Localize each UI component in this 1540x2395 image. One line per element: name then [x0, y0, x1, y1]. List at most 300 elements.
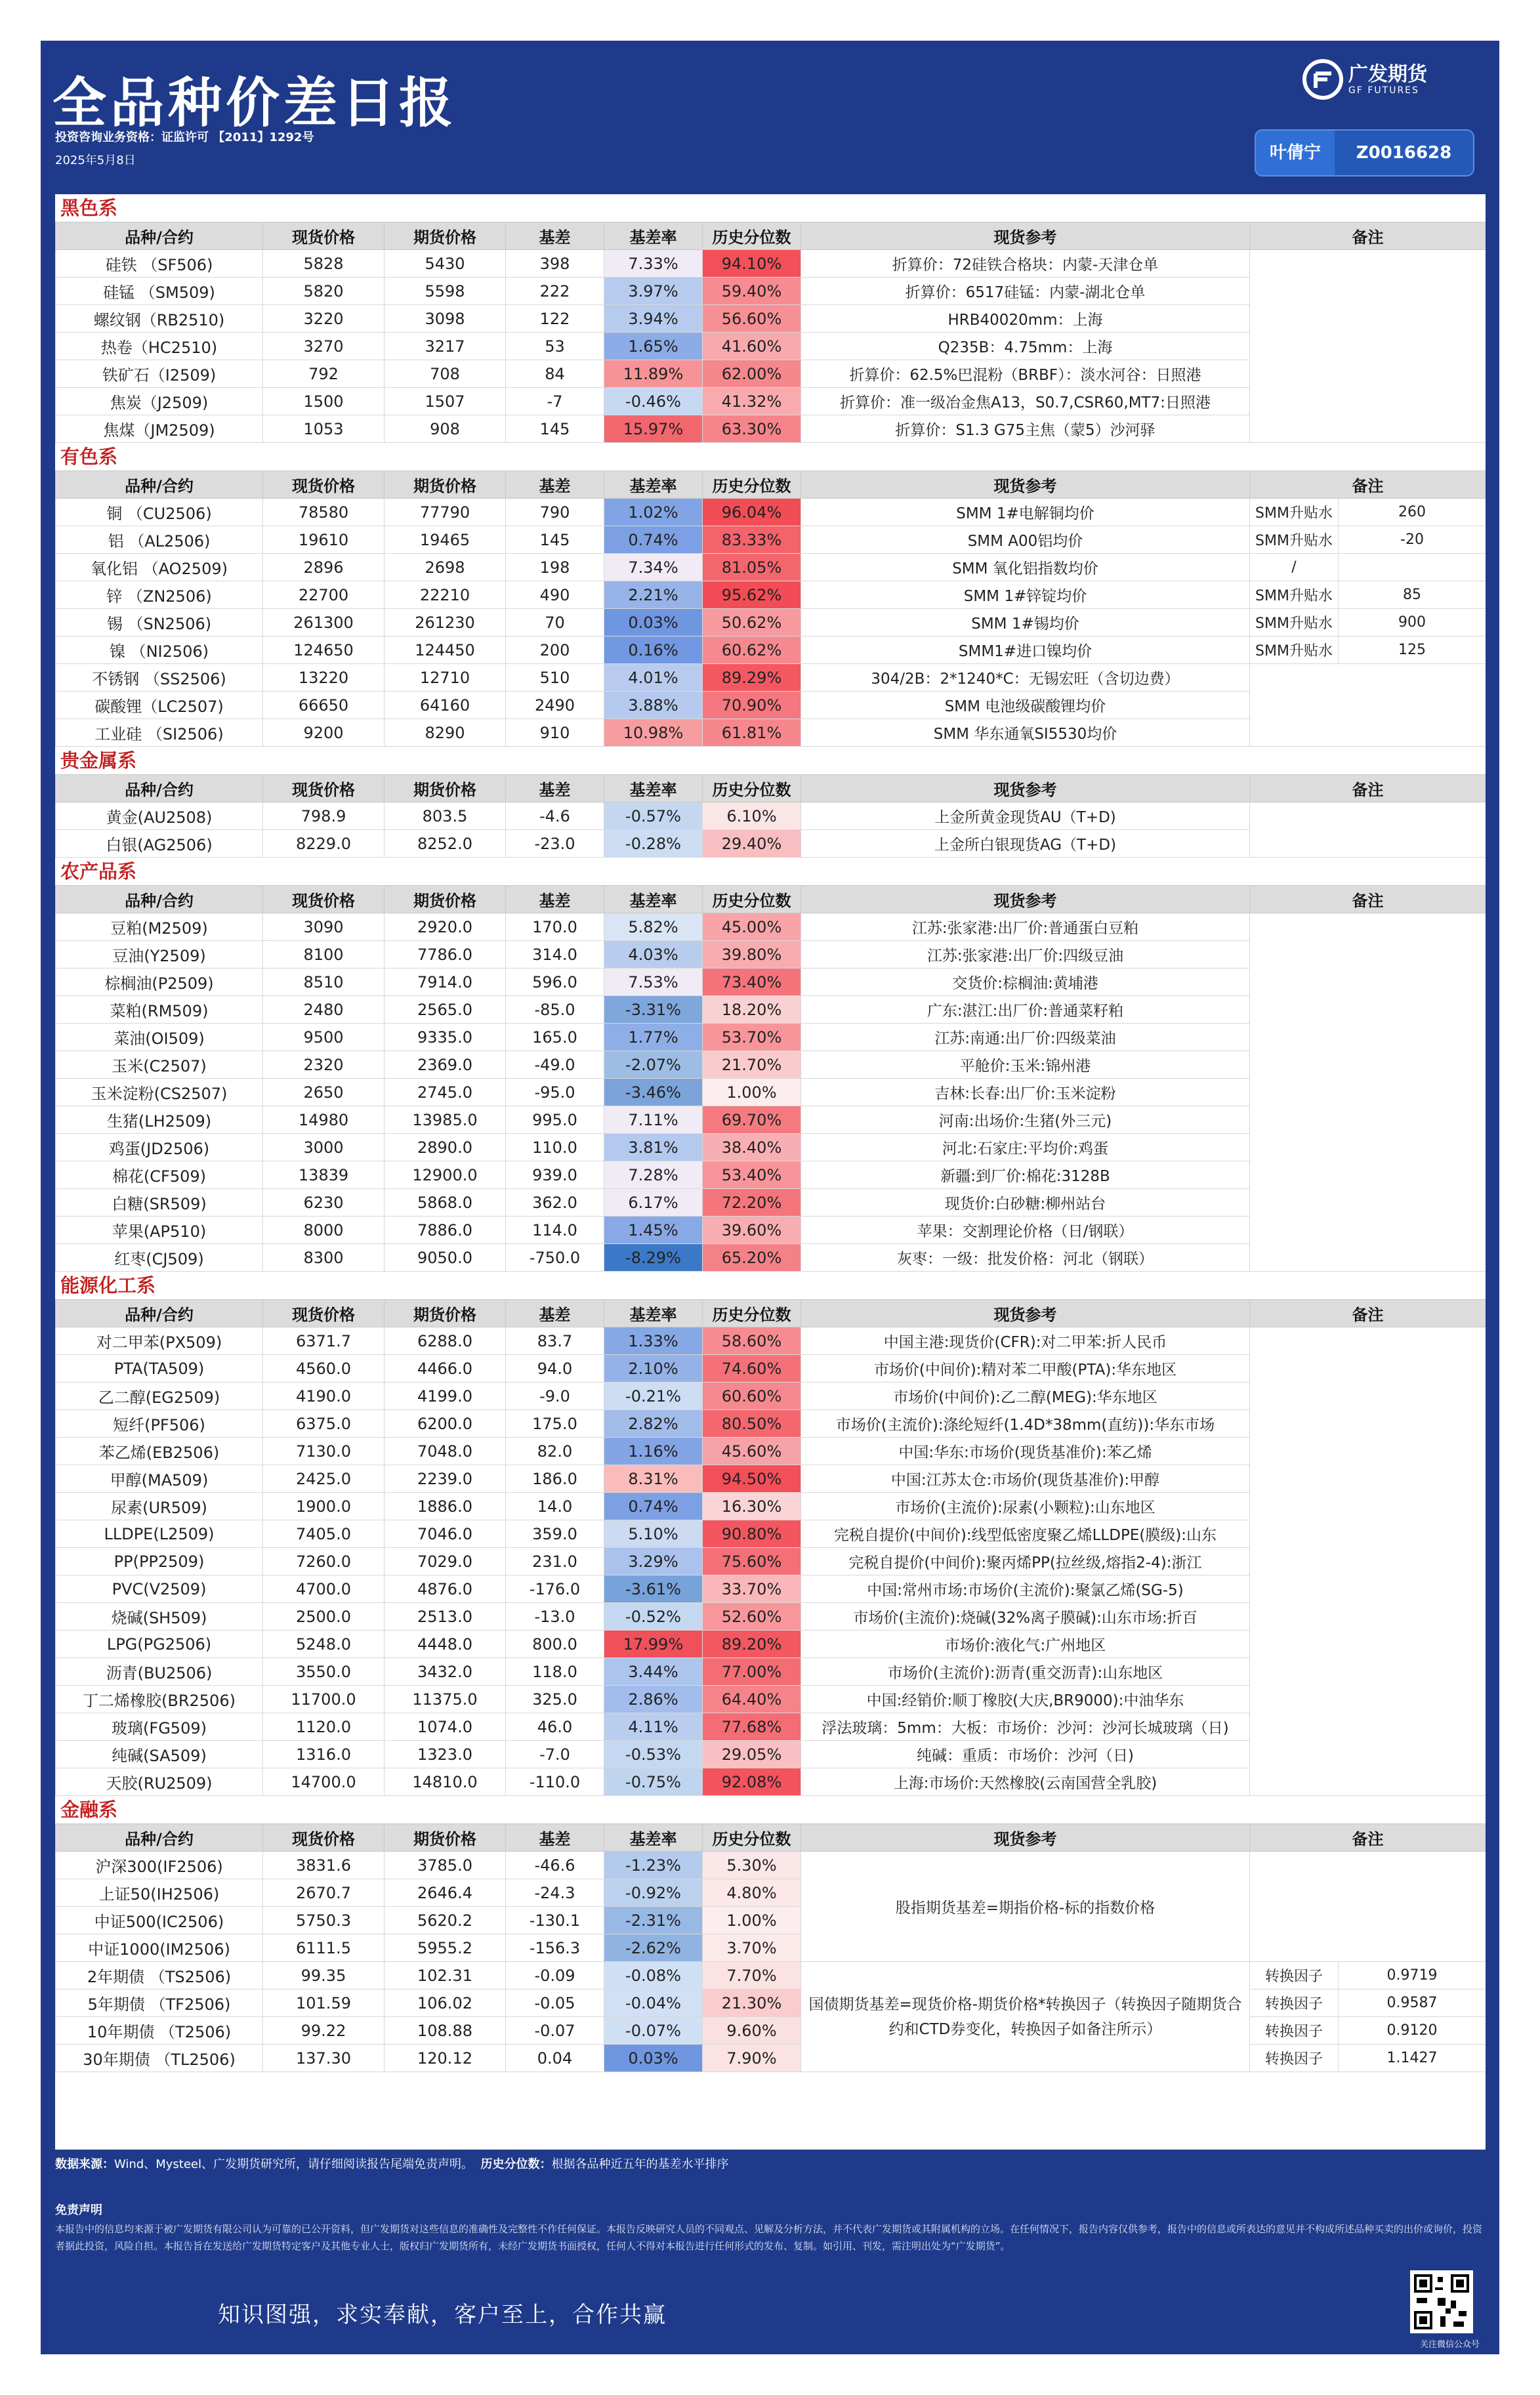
spot-price: 4190.0	[263, 1383, 385, 1410]
basis-value: 46.0	[506, 1713, 604, 1741]
futures-price: 7029.0	[385, 1548, 506, 1575]
basis-rate: 6.17%	[604, 1189, 703, 1217]
spot-price: 78580	[263, 499, 385, 526]
table-header-row	[56, 886, 1486, 913]
remark-label: SMM升贴水	[1250, 499, 1339, 526]
table-row	[56, 1852, 1486, 1879]
spot-reference: 中国:华东:市场价(现货基准价):苯乙烯	[801, 1438, 1250, 1465]
spot-reference: SMM 1#电解铜均价	[801, 499, 1250, 526]
historical-percentile: 95.62%	[703, 581, 801, 609]
historical-percentile: 81.05%	[703, 554, 801, 581]
basis-value: 83.7	[506, 1327, 604, 1355]
basis-rate: 2.86%	[604, 1686, 703, 1713]
basis-value: 114.0	[506, 1217, 604, 1244]
basis-rate: 4.03%	[604, 941, 703, 968]
contract-name: 乙二醇(EG2509)	[56, 1383, 263, 1410]
basis-value: 175.0	[506, 1410, 604, 1438]
contract-name: 上证50(IH2506)	[56, 1879, 263, 1907]
column-header: 备注	[1250, 886, 1486, 913]
source-label: 数据来源：	[55, 2157, 114, 2171]
column-header: 期货价格	[385, 775, 506, 802]
spot-price: 5820	[263, 278, 385, 305]
column-header: 期货价格	[385, 471, 506, 499]
contract-name: 沪深300(IF2506)	[56, 1852, 263, 1879]
basis-rate: 1.16%	[604, 1438, 703, 1465]
basis-value: 222	[506, 278, 604, 305]
basis-rate: -8.29%	[604, 1244, 703, 1272]
futures-price: 77790	[385, 499, 506, 526]
spot-price: 5750.3	[263, 1907, 385, 1934]
contract-name: 菜油(OI509)	[56, 1024, 263, 1051]
contract-name: PP(PP2509)	[56, 1548, 263, 1575]
table-row	[56, 913, 1486, 941]
table-row	[56, 2017, 1486, 2045]
column-header: 现货参考	[801, 1824, 1250, 1852]
historical-percentile: 61.81%	[703, 719, 801, 747]
qr-code-icon	[1414, 2274, 1469, 2329]
report-date: 2025年5月8日	[55, 154, 136, 167]
contract-name: LPG(PG2506)	[56, 1631, 263, 1658]
basis-value: 84	[506, 360, 604, 388]
basis-rate: -0.92%	[604, 1879, 703, 1907]
basis-value: 490	[506, 581, 604, 609]
futures-price: 7046.0	[385, 1520, 506, 1548]
remark-label: 转换因子	[1250, 2045, 1339, 2072]
column-header: 基差	[506, 886, 604, 913]
futures-price: 2369.0	[385, 1051, 506, 1079]
column-header: 备注	[1250, 471, 1486, 499]
basis-rate: 4.01%	[604, 664, 703, 692]
table-row	[56, 664, 1486, 692]
historical-percentile: 94.10%	[703, 250, 801, 278]
futures-price: 3785.0	[385, 1852, 506, 1879]
contract-name: 对二甲苯(PX509)	[56, 1327, 263, 1355]
basis-value: 2490	[506, 692, 604, 719]
spot-price: 99.22	[263, 2017, 385, 2045]
spot-reference: 市场价(主流价):烧碱(32%离子膜碱):山东市场:折百	[801, 1603, 1250, 1631]
spot-reference: 股指期货基差=期指价格-标的指数价格	[801, 1852, 1250, 1962]
basis-rate: 0.74%	[604, 1493, 703, 1520]
spot-price: 9200	[263, 719, 385, 747]
historical-percentile: 60.62%	[703, 636, 801, 664]
futures-price: 5955.2	[385, 1934, 506, 1962]
historical-percentile: 21.30%	[703, 1989, 801, 2017]
basis-rate: 0.74%	[604, 526, 703, 554]
column-header: 基差率	[604, 886, 703, 913]
basis-rate: -0.75%	[604, 1768, 703, 1796]
table-header-row	[56, 775, 1486, 802]
spot-price: 2650	[263, 1079, 385, 1106]
basis-rate: -0.07%	[604, 2017, 703, 2045]
remark-label: 转换因子	[1250, 2017, 1339, 2045]
historical-percentile: 52.60%	[703, 1603, 801, 1631]
column-header: 现货参考	[801, 1300, 1250, 1327]
basis-rate: 7.33%	[604, 250, 703, 278]
spot-price: 14980	[263, 1106, 385, 1134]
spot-reference: SMM 1#锡均价	[801, 609, 1250, 636]
column-header: 历史分位数	[703, 886, 801, 913]
historical-percentile: 56.60%	[703, 305, 801, 333]
spot-reference: 折算价：准一级冶金焦A13，S0.7,CSR60,MT7:日照港	[801, 388, 1250, 415]
futures-price: 8290	[385, 719, 506, 747]
historical-percentile: 29.05%	[703, 1741, 801, 1768]
futures-price: 9050.0	[385, 1244, 506, 1272]
spread-table	[55, 774, 1486, 858]
column-header: 现货价格	[263, 222, 385, 250]
remark-value: 260	[1339, 499, 1486, 526]
spot-reference: 市场价:液化气:广州地区	[801, 1631, 1250, 1658]
section-title: 黑色系	[55, 194, 1486, 222]
futures-price: 708	[385, 360, 506, 388]
historical-percentile: 50.62%	[703, 609, 801, 636]
basis-value: 70	[506, 609, 604, 636]
futures-price: 1886.0	[385, 1493, 506, 1520]
table-header-row	[56, 222, 1486, 250]
historical-percentile: 58.60%	[703, 1327, 801, 1355]
basis-value: 118.0	[506, 1658, 604, 1686]
table-header-row	[56, 1300, 1486, 1327]
spot-reference: 中国主港:现货价(CFR):对二甲苯:折人民币	[801, 1327, 1250, 1355]
basis-value: 200	[506, 636, 604, 664]
historical-percentile: 18.20%	[703, 996, 801, 1024]
basis-value: -7	[506, 388, 604, 415]
contract-name: 苹果(AP510)	[56, 1217, 263, 1244]
remark-value: 85	[1339, 581, 1486, 609]
basis-value: 231.0	[506, 1548, 604, 1575]
basis-rate: 11.89%	[604, 360, 703, 388]
basis-value: -24.3	[506, 1879, 604, 1907]
contract-name: 豆粕(M2509)	[56, 913, 263, 941]
basis-value: 14.0	[506, 1493, 604, 1520]
contract-name: 丁二烯橡胶(BR2506)	[56, 1686, 263, 1713]
spot-price: 1500	[263, 388, 385, 415]
basis-rate: -2.31%	[604, 1907, 703, 1934]
contract-name: 白糖(SR509)	[56, 1189, 263, 1217]
basis-value: -0.09	[506, 1962, 604, 1989]
spot-price: 792	[263, 360, 385, 388]
basis-rate: -0.08%	[604, 1962, 703, 1989]
spot-price: 7130.0	[263, 1438, 385, 1465]
futures-price: 803.5	[385, 802, 506, 830]
futures-price: 2646.4	[385, 1879, 506, 1907]
column-header: 现货参考	[801, 775, 1250, 802]
contract-name: 螺纹钢（RB2510)	[56, 305, 263, 333]
column-header: 基差	[506, 1824, 604, 1852]
futures-price: 4466.0	[385, 1355, 506, 1383]
section-title: 农产品系	[55, 858, 1486, 885]
table-row	[56, 554, 1486, 581]
analyst-badge	[1255, 129, 1474, 177]
basis-rate: -1.23%	[604, 1852, 703, 1879]
remark-label: SMM升贴水	[1250, 609, 1339, 636]
basis-value: -7.0	[506, 1741, 604, 1768]
basis-rate: 3.88%	[604, 692, 703, 719]
spot-reference: 市场价(主流价):尿素(小颗粒):山东地区	[801, 1493, 1250, 1520]
basis-rate: 1.65%	[604, 333, 703, 360]
contract-name: 5年期债 （TF2506)	[56, 1989, 263, 2017]
futures-price: 4448.0	[385, 1631, 506, 1658]
futures-price: 2239.0	[385, 1465, 506, 1493]
contract-name: PTA(TA509)	[56, 1355, 263, 1383]
historical-percentile: 5.30%	[703, 1852, 801, 1879]
historical-percentile: 89.20%	[703, 1631, 801, 1658]
basis-value: 145	[506, 526, 604, 554]
historical-percentile: 7.90%	[703, 2045, 801, 2072]
spot-reference: 市场价(主流价):沥青(重交沥青):山东地区	[801, 1658, 1250, 1686]
pct-text: 根据各品种近五年的基差水平排序	[551, 2157, 729, 2171]
historical-percentile: 63.30%	[703, 415, 801, 443]
contract-name: 棕榈油(P2509)	[56, 968, 263, 996]
spot-price: 3000	[263, 1134, 385, 1161]
column-header: 品种/合约	[56, 222, 263, 250]
spot-price: 4700.0	[263, 1575, 385, 1603]
spot-price: 2670.7	[263, 1879, 385, 1907]
futures-price: 19465	[385, 526, 506, 554]
spot-reference: 灰枣：一级：批发价格：河北（钢联）	[801, 1244, 1250, 1272]
basis-rate: -0.53%	[604, 1741, 703, 1768]
basis-rate: 3.29%	[604, 1548, 703, 1575]
basis-rate: -0.21%	[604, 1383, 703, 1410]
qr-code	[1410, 2270, 1473, 2333]
basis-rate: -0.46%	[604, 388, 703, 415]
contract-name: 沥青(BU2506)	[56, 1658, 263, 1686]
spot-reference: 折算价：72硅铁合格块：内蒙-天津仓单	[801, 250, 1250, 278]
futures-price: 64160	[385, 692, 506, 719]
contract-name: 碳酸锂（LC2507)	[56, 692, 263, 719]
historical-percentile: 41.60%	[703, 333, 801, 360]
spot-reference: 广东:湛江:出厂价:普通菜籽粕	[801, 996, 1250, 1024]
futures-price: 2513.0	[385, 1603, 506, 1631]
spot-reference: 中国:江苏太仓:市场价(现货基准价):甲醇	[801, 1465, 1250, 1493]
futures-price: 108.88	[385, 2017, 506, 2045]
license-text: 投资咨询业务资格：证监许可 【2011】1292号	[55, 131, 314, 144]
spot-reference: Q235B：4.75mm：上海	[801, 333, 1250, 360]
historical-percentile: 65.20%	[703, 1244, 801, 1272]
spot-price: 5248.0	[263, 1631, 385, 1658]
spot-reference: SMM 氧化铝指数均价	[801, 554, 1250, 581]
table-row	[56, 1962, 1486, 1989]
historical-percentile: 4.80%	[703, 1879, 801, 1907]
remark-value: 0.9587	[1339, 1989, 1486, 2017]
qr-caption: 关注微信公众号	[1419, 2340, 1480, 2350]
basis-value: -46.6	[506, 1852, 604, 1879]
basis-value: 314.0	[506, 941, 604, 968]
basis-value: 122	[506, 305, 604, 333]
column-header: 现货价格	[263, 471, 385, 499]
spot-price: 6375.0	[263, 1410, 385, 1438]
table-row	[56, 250, 1486, 278]
contract-name: 棉花(CF509)	[56, 1161, 263, 1189]
contract-name: 玻璃(FG509)	[56, 1713, 263, 1741]
contract-name: 玉米淀粉(CS2507)	[56, 1079, 263, 1106]
spot-price: 798.9	[263, 802, 385, 830]
contract-name: 焦炭（J2509)	[56, 388, 263, 415]
spread-table-area	[55, 194, 1486, 2150]
historical-percentile: 90.80%	[703, 1520, 801, 1548]
spot-reference: 市场价(中间价):精对苯二甲酸(PTA):华东地区	[801, 1355, 1250, 1383]
table-row	[56, 802, 1486, 830]
contract-name: 黄金(AU2508)	[56, 802, 263, 830]
futures-price: 4199.0	[385, 1383, 506, 1410]
futures-price: 7886.0	[385, 1217, 506, 1244]
basis-value: 596.0	[506, 968, 604, 996]
spot-reference: 中国:常州市场:市场价(主流价):聚氯乙烯(SG-5)	[801, 1575, 1250, 1603]
historical-percentile: 92.08%	[703, 1768, 801, 1796]
column-header: 历史分位数	[703, 775, 801, 802]
contract-name: 10年期债 （T2506)	[56, 2017, 263, 2045]
column-header: 基差	[506, 775, 604, 802]
basis-value: 800.0	[506, 1631, 604, 1658]
spot-reference: 现货价:白砂糖:柳州站台	[801, 1189, 1250, 1217]
contract-name: 豆油(Y2509)	[56, 941, 263, 968]
basis-value: 362.0	[506, 1189, 604, 1217]
contract-name: 烧碱(SH509)	[56, 1603, 263, 1631]
column-header: 基差率	[604, 1824, 703, 1852]
column-header: 备注	[1250, 775, 1486, 802]
basis-value: 790	[506, 499, 604, 526]
basis-rate: 7.34%	[604, 554, 703, 581]
remark-label: SMM升贴水	[1250, 581, 1339, 609]
table-row	[56, 526, 1486, 554]
spot-price: 6371.7	[263, 1327, 385, 1355]
futures-price: 5598	[385, 278, 506, 305]
spot-price: 19610	[263, 526, 385, 554]
historical-percentile: 6.10%	[703, 802, 801, 830]
basis-rate: -3.61%	[604, 1575, 703, 1603]
historical-percentile: 1.00%	[703, 1079, 801, 1106]
basis-rate: 1.77%	[604, 1024, 703, 1051]
contract-name: 甲醇(MA509)	[56, 1465, 263, 1493]
analyst-name: 叶倩宁	[1269, 143, 1321, 163]
basis-rate: 5.82%	[604, 913, 703, 941]
column-header: 备注	[1250, 1824, 1486, 1852]
futures-price: 14810.0	[385, 1768, 506, 1796]
historical-percentile: 9.60%	[703, 2017, 801, 2045]
historical-percentile: 73.40%	[703, 968, 801, 996]
source-text: Wind、Mysteel、广发期货研究所，请仔细阅读报告尾端免责声明。	[114, 2157, 474, 2171]
spot-price: 1900.0	[263, 1493, 385, 1520]
contract-name: 纯碱(SA509)	[56, 1741, 263, 1768]
futures-price: 102.31	[385, 1962, 506, 1989]
slogan: 知识图强，求实奉献，客户至上，合作共赢	[218, 2302, 667, 2328]
basis-rate: 7.28%	[604, 1161, 703, 1189]
basis-value: -85.0	[506, 996, 604, 1024]
spot-price: 11700.0	[263, 1686, 385, 1713]
historical-percentile: 21.70%	[703, 1051, 801, 1079]
spread-table	[55, 1823, 1486, 2072]
spot-price: 13220	[263, 664, 385, 692]
spot-price: 6230	[263, 1189, 385, 1217]
spot-price: 3220	[263, 305, 385, 333]
contract-name: 2年期债 （TS2506)	[56, 1962, 263, 1989]
column-header: 备注	[1250, 1300, 1486, 1327]
basis-value: 325.0	[506, 1686, 604, 1713]
historical-percentile: 83.33%	[703, 526, 801, 554]
pct-label: 历史分位数：	[480, 2157, 552, 2171]
contract-name: 短纤(PF506)	[56, 1410, 263, 1438]
remark-value: 0.9120	[1339, 2017, 1486, 2045]
historical-percentile: 33.70%	[703, 1575, 801, 1603]
column-header: 现货价格	[263, 886, 385, 913]
historical-percentile: 45.60%	[703, 1438, 801, 1465]
column-header: 现货参考	[801, 471, 1250, 499]
spot-reference: 中国:经销价:顺丁橡胶(大庆,BR9000):中油华东	[801, 1686, 1250, 1713]
basis-value: -23.0	[506, 830, 604, 858]
contract-name: 硅锰 （SM509)	[56, 278, 263, 305]
contract-name: 菜粕(RM509)	[56, 996, 263, 1024]
contract-name: 鸡蛋(JD2506)	[56, 1134, 263, 1161]
historical-percentile: 80.50%	[703, 1410, 801, 1438]
futures-price: 6200.0	[385, 1410, 506, 1438]
remark-empty	[1250, 664, 1486, 747]
gf-logo-icon	[1302, 59, 1343, 100]
basis-rate: -0.52%	[604, 1603, 703, 1631]
section-title: 金融系	[55, 1796, 1486, 1823]
basis-value: -4.6	[506, 802, 604, 830]
spot-reference: 纯碱：重质：市场价：沙河（日)	[801, 1741, 1250, 1768]
spot-reference: SMM 华东通氧SI5530均价	[801, 719, 1250, 747]
spot-price: 8300	[263, 1244, 385, 1272]
historical-percentile: 96.04%	[703, 499, 801, 526]
column-header: 现货价格	[263, 775, 385, 802]
column-header: 基差	[506, 222, 604, 250]
basis-value: -130.1	[506, 1907, 604, 1934]
basis-value: -49.0	[506, 1051, 604, 1079]
spot-reference: 平舱价:玉米:锦州港	[801, 1051, 1250, 1079]
historical-percentile: 59.40%	[703, 278, 801, 305]
remark-value	[1339, 554, 1486, 581]
spread-table	[55, 1299, 1486, 1796]
remark-empty	[1250, 802, 1486, 858]
report-title: 全品种价差日报	[52, 72, 457, 135]
spot-reference: 市场价(主流价):涤纶短纤(1.4D*38mm(直纺)):华东市场	[801, 1410, 1250, 1438]
historical-percentile: 77.00%	[703, 1658, 801, 1686]
column-header: 基差	[506, 471, 604, 499]
spot-price: 3550.0	[263, 1658, 385, 1686]
column-header: 期货价格	[385, 1824, 506, 1852]
spot-price: 2320	[263, 1051, 385, 1079]
basis-rate: 3.44%	[604, 1658, 703, 1686]
historical-percentile: 62.00%	[703, 360, 801, 388]
basis-value: 165.0	[506, 1024, 604, 1051]
basis-rate: 2.10%	[604, 1355, 703, 1383]
basis-rate: 3.94%	[604, 305, 703, 333]
basis-rate: 5.10%	[604, 1520, 703, 1548]
futures-price: 13985.0	[385, 1106, 506, 1134]
gf-futures-logo	[1302, 54, 1467, 106]
spread-table	[55, 885, 1486, 1272]
contract-name: 不锈钢 （SS2506)	[56, 664, 263, 692]
basis-rate: 4.11%	[604, 1713, 703, 1741]
column-header: 现货价格	[263, 1824, 385, 1852]
spot-reference: 折算价：6517硅锰：内蒙-湖北仓单	[801, 278, 1250, 305]
historical-percentile: 16.30%	[703, 1493, 801, 1520]
basis-rate: -2.62%	[604, 1934, 703, 1962]
spot-price: 7405.0	[263, 1520, 385, 1548]
basis-rate: 8.31%	[604, 1465, 703, 1493]
spot-reference: 江苏:张家港:出厂价:四级豆油	[801, 941, 1250, 968]
basis-rate: 3.97%	[604, 278, 703, 305]
basis-rate: -0.57%	[604, 802, 703, 830]
historical-percentile: 77.68%	[703, 1713, 801, 1741]
spot-price: 2896	[263, 554, 385, 581]
remark-label: 转换因子	[1250, 1962, 1339, 1989]
spot-reference: 江苏:张家港:出厂价:普通蛋白豆粕	[801, 913, 1250, 941]
section-title: 能源化工系	[55, 1272, 1486, 1299]
column-header: 现货参考	[801, 886, 1250, 913]
column-header: 期货价格	[385, 222, 506, 250]
spread-table	[55, 222, 1486, 443]
